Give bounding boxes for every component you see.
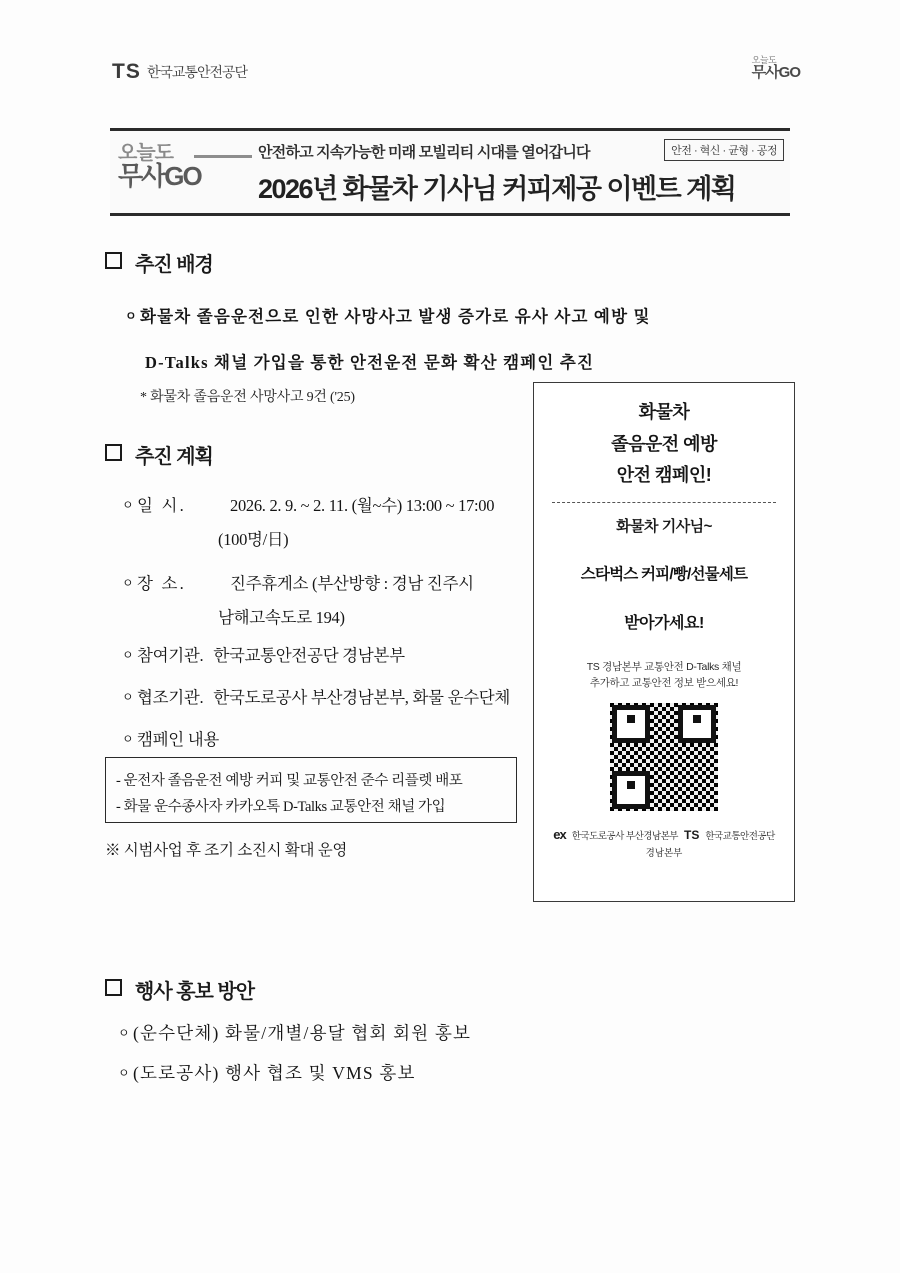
section-heading-background-label: 추진 배경 (135, 254, 213, 276)
banner-value-tag: 안전 · 혁신 · 균형 · 공정 (664, 139, 784, 161)
plan-date-sub: (100명/日) (218, 530, 289, 549)
circle-bullet-icon: ㅇ (122, 732, 134, 746)
circle-bullet-icon: ㅇ (122, 498, 134, 512)
plan-footnote: ※ 시범사업 후 조기 소진시 확대 운영 (105, 842, 348, 859)
poster-description-line1: TS 경남본부 교통안전 D-Talks 채널 (586, 660, 742, 673)
plan-place-sub: 남해고속도로 194) (218, 608, 345, 627)
ts-logo-mark: TS (112, 60, 141, 83)
musago-logo-line1: 오늘도 (751, 55, 777, 65)
background-note: * 화물차 졸음운전 사망사고 9건 ('25) (140, 390, 355, 405)
campaign-poster (533, 382, 795, 902)
campaign-item-2: - 화물 운수종사자 카카오톡 D-Talks 교통안전 채널 가입 (116, 799, 446, 815)
banner-logo-line2: 무사GO (118, 161, 201, 191)
plan-campaign-row (122, 726, 219, 750)
ts-logo-header (112, 60, 247, 84)
title-banner (110, 128, 790, 216)
banner-subtitle: 안전하고 지속가능한 미래 모빌리티 시대를 열어갑니다 (258, 144, 590, 161)
plan-date-value: 2026. 2. 9. ~ 2. 11. (월~수) 13:00 ~ 17:00 (230, 496, 495, 515)
promotion-item-2 (118, 1060, 416, 1085)
campaign-content-box (105, 757, 517, 823)
poster-footer-logos (534, 827, 794, 842)
promotion-item-2-text: (도로공사) 행사 협조 및 VMS 홍보 (133, 1063, 416, 1083)
plan-coop-value: 한국도로공사 부산경남본부, 화물 운수단체 (213, 688, 511, 707)
plan-coop-label: 협조기관. (137, 688, 204, 707)
section-heading-plan (105, 440, 213, 469)
background-bullet-line2-text: D-Talks 채널 가입을 통한 안전운전 문화 확산 캠페인 추진 (145, 353, 595, 372)
plan-date-row (122, 492, 186, 516)
poster-title-line1: 화물차 (638, 402, 690, 422)
poster-divider (552, 502, 776, 503)
banner-musago-logo (118, 143, 201, 189)
poster-subtitle: 화물차 기사님~ (616, 517, 712, 535)
plan-place-row (122, 570, 186, 594)
qr-finder-bottom-left (612, 771, 650, 809)
poster-gift-text: 스타벅스 커피/빵/선물세트 (580, 565, 748, 583)
poster-title-line3: 안전 캠페인! (616, 465, 712, 485)
promotion-item-1 (118, 1020, 471, 1045)
plan-place-label: 장 소. (137, 574, 186, 593)
plan-org-label: 참여기관. (137, 646, 204, 665)
poster-cta-text: 받아가세요! (624, 614, 704, 632)
page-title: 2026년 화물차 기사님 커피제공 이벤트 계획 (258, 174, 736, 204)
promotion-item-1-text: (운수단체) 화물/개별/용달 협회 회원 홍보 (133, 1023, 472, 1043)
ex-logo-mark: ex (553, 827, 566, 843)
ts-logo-name: 한국교통안전공단 (705, 830, 775, 842)
ts-logo-name: 한국교통안전공단 (146, 64, 248, 80)
plan-org-value: 한국교통안전공단 경남본부 (213, 646, 405, 665)
square-bullet-icon (105, 252, 122, 269)
qr-finder-top-left (612, 705, 650, 743)
section-heading-promotion-label: 행사 홍보 방안 (135, 981, 255, 1003)
plan-place-value: 진주휴게소 (부산방향 : 경남 진주시 (230, 574, 474, 593)
qr-code-icon (610, 703, 718, 811)
square-bullet-icon (105, 979, 122, 996)
poster-title-line2: 졸음운전 예방 (611, 433, 717, 454)
background-bullet-line1 (125, 303, 651, 327)
poster-description-line2: 추가하고 교통안전 정보 받으세요! (589, 676, 739, 689)
circle-bullet-icon: ㅇ (118, 1066, 130, 1080)
square-bullet-icon (105, 444, 122, 461)
ex-logo-name: 한국도로공사 부산경남본부 (571, 830, 678, 842)
circle-bullet-icon: ㅇ (122, 690, 134, 704)
circle-bullet-icon: ㅇ (122, 576, 134, 590)
poster-title (534, 397, 794, 492)
plan-org-row (122, 642, 405, 666)
background-bullet-line2 (145, 349, 594, 373)
qr-finder-top-right (678, 705, 716, 743)
plan-date-label: 일 시. (137, 496, 186, 515)
musago-logo-line2: 무사GO (751, 64, 800, 82)
musago-logo-header (752, 56, 800, 81)
section-heading-background (105, 248, 213, 277)
plan-coop-row (122, 684, 510, 708)
circle-bullet-icon: ㅇ (118, 1026, 130, 1040)
section-heading-promotion (105, 975, 254, 1004)
circle-bullet-icon: ㅇ (125, 309, 137, 323)
poster-footer-branch: 경남본부 (645, 848, 683, 860)
banner-logo-rule (194, 155, 252, 158)
poster-description (534, 659, 794, 692)
background-bullet-line1-text: 화물차 졸음운전으로 인한 사망사고 발생 증가로 유사 사고 예방 및 (140, 307, 651, 326)
banner-logo-line1: 오늘도 (118, 142, 173, 164)
campaign-item-1: - 운전자 졸음운전 예방 커피 및 교통안전 준수 리플렛 배포 (116, 773, 463, 789)
circle-bullet-icon: ㅇ (122, 648, 134, 662)
ts-logo-mark: TS (683, 827, 700, 842)
section-heading-plan-label: 추진 계획 (135, 446, 213, 468)
plan-campaign-label: 캠페인 내용 (137, 730, 220, 749)
